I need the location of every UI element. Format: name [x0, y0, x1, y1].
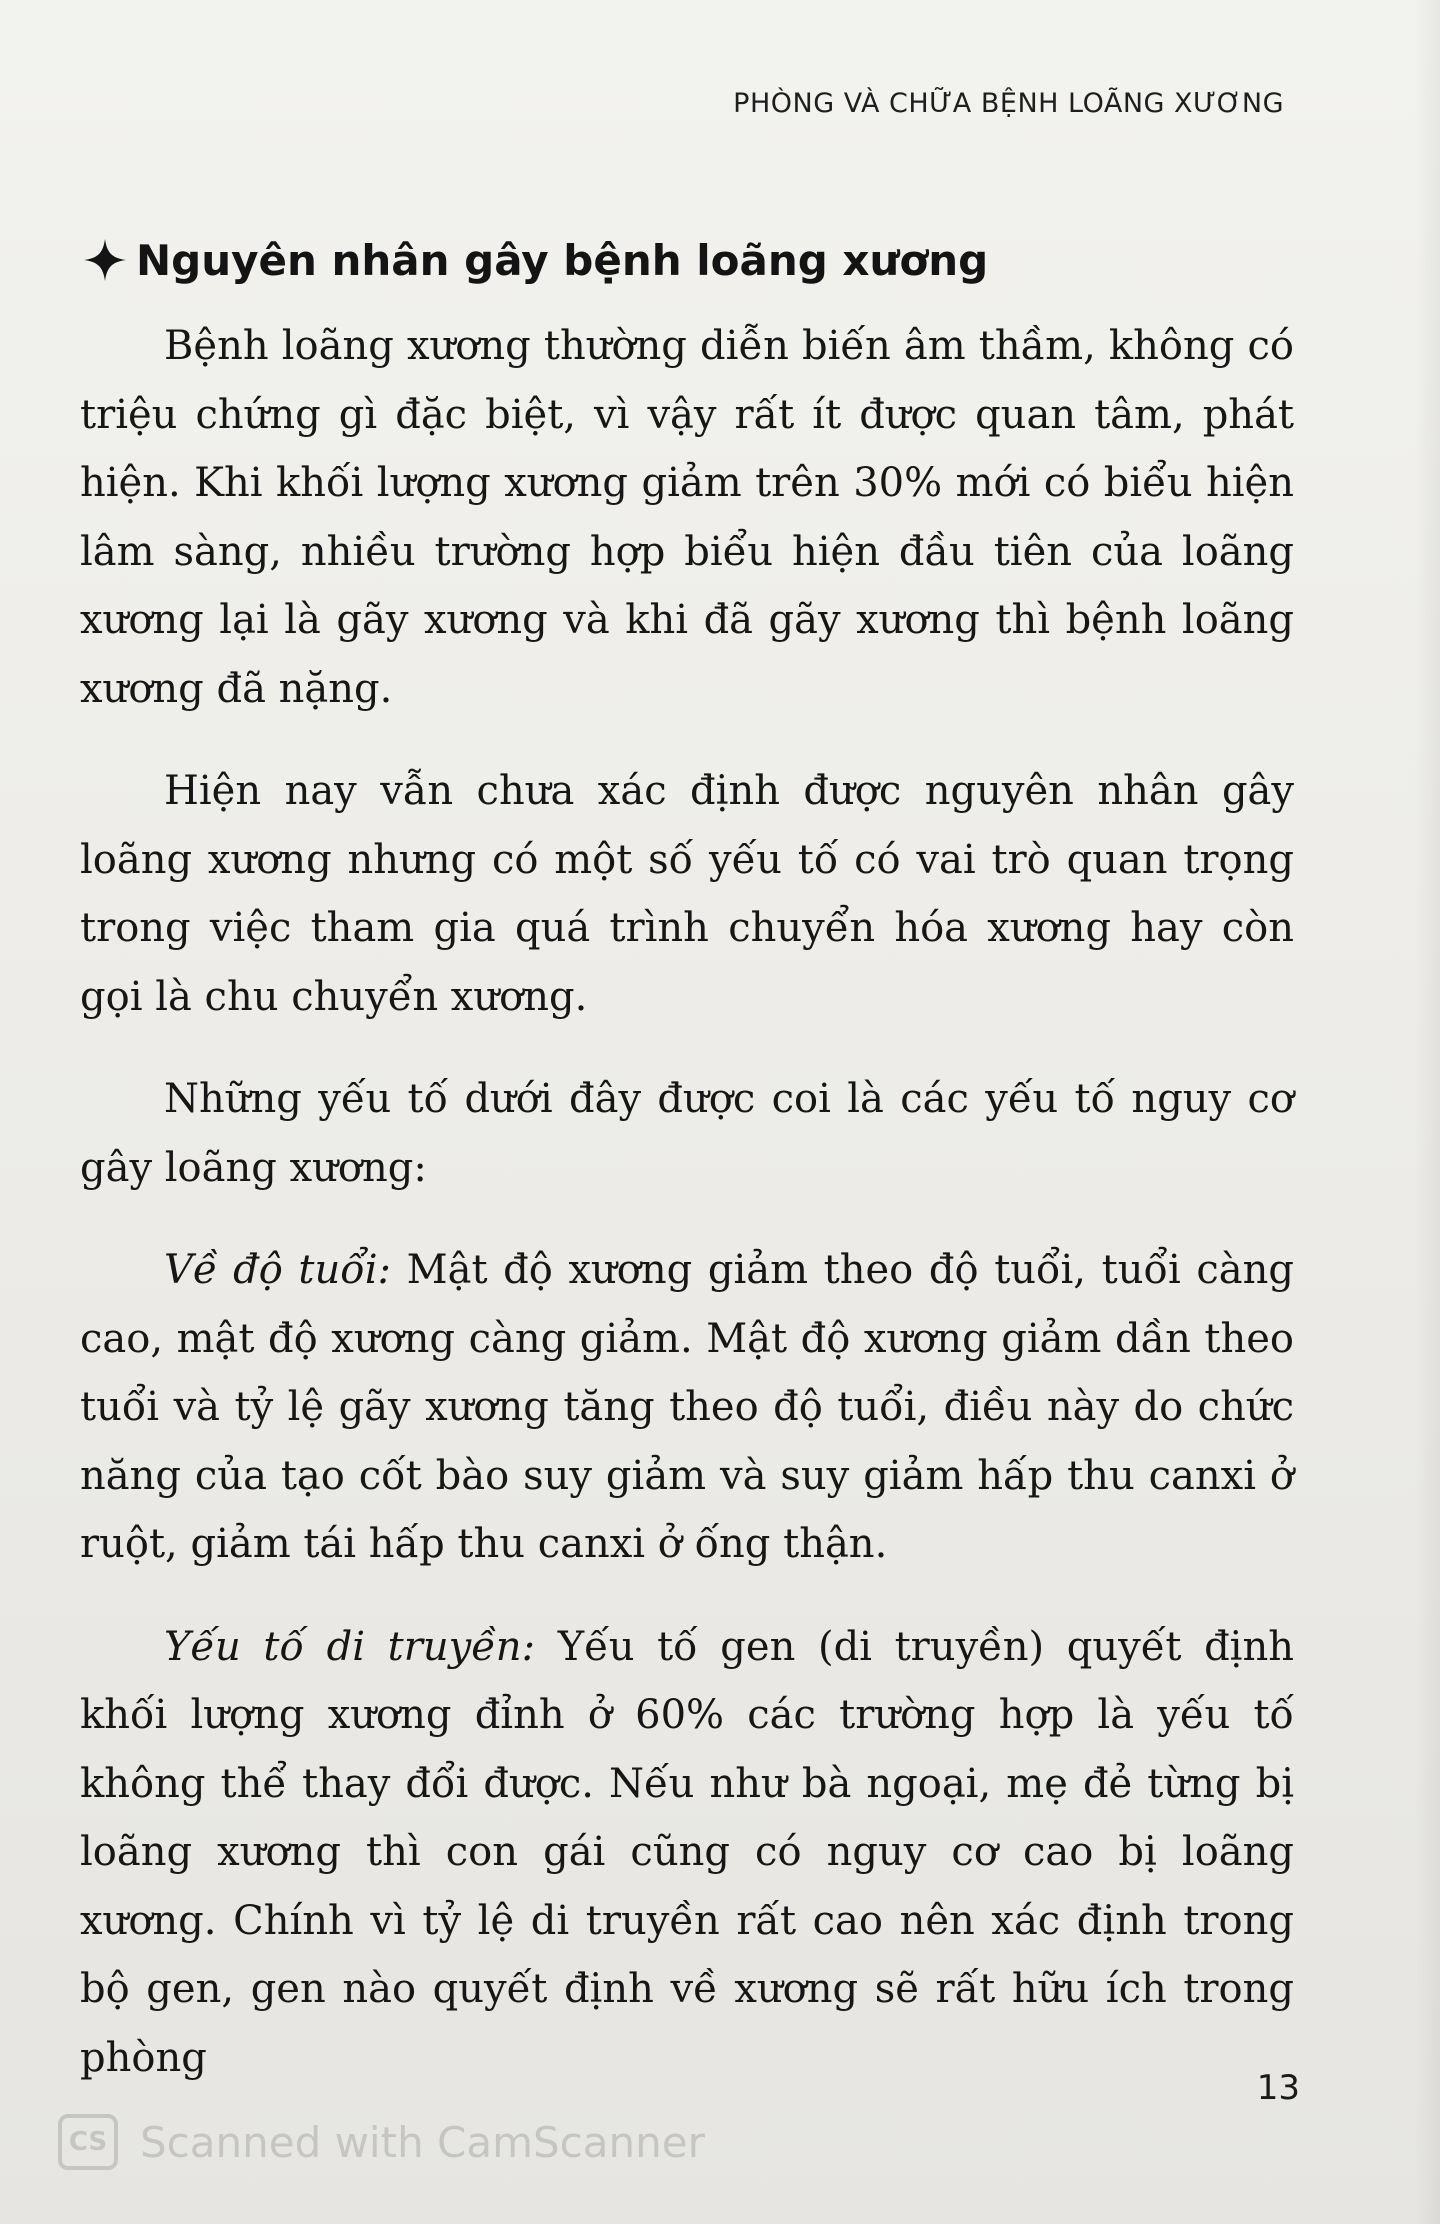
- diamond-bullet-icon: [82, 237, 128, 283]
- paragraph-2: [80, 757, 1294, 1031]
- page-edge-shadow: [1414, 0, 1440, 2224]
- paragraph-age-text: Mật độ xương giảm theo độ tuổi, tuổi càng cao, mật độ xương càng giảm. Mật độ xương giảm dần theo tuổi và tỷ lệ gãy xương tăng theo độ tuổi, điều này do chức năng của tạo cốt bào suy giảm và suy giảm hấp thu canxi ở ruột, giảm tái hấp thu canxi ở ống thận.: [80, 1247, 1294, 1567]
- paragraph-genetics-lead: Yếu tố di truyền:: [164, 1623, 536, 1670]
- body-text: [80, 312, 1294, 2126]
- section-heading: [82, 228, 1322, 292]
- section-title: Nguyên nhân gây bệnh loãng xương: [136, 235, 989, 285]
- paragraph-age-lead: Về độ tuổi:: [164, 1247, 392, 1293]
- paragraph-2-text: Hiện nay vẫn chưa xác định được nguyên nhân gây loãng xương nhưng có một số yếu tố có vai trò quan trọng trong việc tham gia quá trình chuyển hóa xương hay còn gọi là chu chuyển xương.: [80, 768, 1294, 1020]
- page-number: 13: [1256, 2068, 1300, 2108]
- paragraph-age: [80, 1236, 1294, 1579]
- paragraph-genetics: [80, 1613, 1294, 2093]
- running-head: PHÒNG VÀ CHỮA BỆNH LOÃNG XƯƠNG: [733, 88, 1284, 119]
- paragraph-3-text: Những yếu tố dưới đây được coi là các yếu tố nguy cơ gây loãng xương:: [80, 1076, 1294, 1191]
- paragraph-3: [80, 1065, 1294, 1202]
- paragraph-1-text: Bệnh loãng xương thường diễn biến âm thầm, không có triệu chứng gì đặc biệt, vì vậy rất ít được quan tâm, phát hiện. Khi khối lượng xương giảm trên 30% mới có biểu hiện lâm sàng, nhiều trường hợp biểu hiện đầu tiên của loãng xương lại là gãy xương và khi đã gãy xương thì bệnh loãng xương đã nặng.: [80, 323, 1294, 712]
- paragraph-genetics-text: Yếu tố gen (di truyền) quyết định khối lượng xương đỉnh ở 60% các trường hợp là yếu tố không thể thay đổi được. Nếu như bà ngoại, mẹ đẻ từng bị loãng xương thì con gái cũng có nguy cơ cao bị loãng xương. Chính vì tỷ lệ di truyền rất cao nên xác định trong bộ gen, gen nào quyết định về xương sẽ rất hữu ích trong phòng: [80, 1623, 1294, 2081]
- watermark-text: Scanned with CamScanner: [140, 2117, 705, 2167]
- camscanner-watermark: [58, 2110, 705, 2174]
- paragraph-1: [80, 312, 1294, 723]
- camscanner-logo-icon: CS: [58, 2114, 118, 2170]
